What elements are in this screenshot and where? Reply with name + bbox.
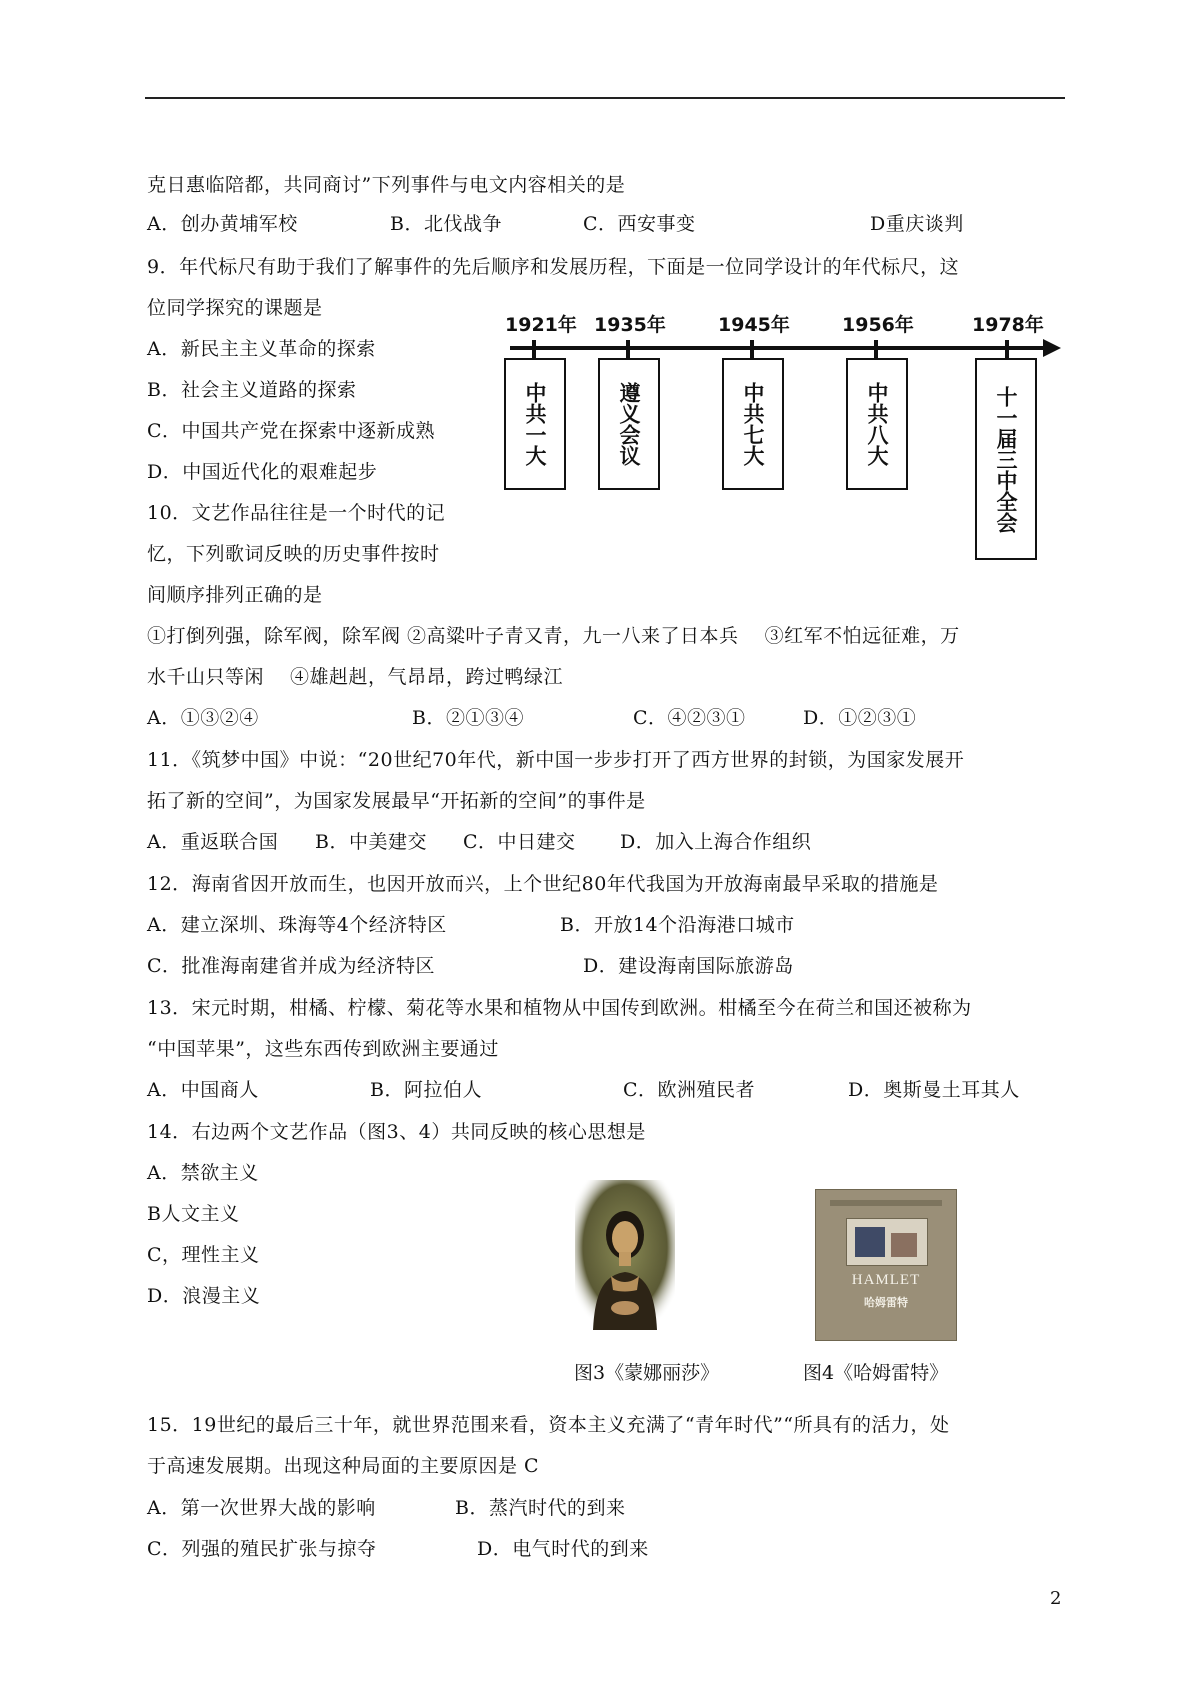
q15-option-a: A．第一次世界大战的影响 (147, 1497, 376, 1519)
timeline-event-box (975, 358, 1037, 560)
timeline-event-box (504, 358, 566, 490)
q14-option-d: D．浪漫主义 (147, 1285, 261, 1307)
q10-lyrics-line1: ①打倒列强，除军阀，除军阀 ②高粱叶子青又青，九一八来了日本兵 ③红军不怕远征难，万 (147, 625, 960, 647)
q11-option-a: A．重返联合国 (147, 831, 279, 853)
timeline-event-label: 十一届三中全会 (994, 385, 1018, 533)
timeline-figure (500, 310, 1060, 560)
q13-option-a: A．中国商人 (147, 1079, 259, 1101)
q8-option-d: D重庆谈判 (870, 213, 964, 235)
q9-stem-line1: 9．年代标尺有助于我们了解事件的先后顺序和发展历程，下面是一位同学设计的年代标尺，这 (147, 256, 960, 278)
timeline-event-box (598, 358, 660, 490)
q10-option-d: D．①②③① (803, 707, 917, 729)
timeline-event-label: 遵义会议 (617, 382, 641, 466)
q13-stem-line1: 13．宋元时期，柑橘、柠檬、菊花等水果和植物从中国传到欧洲。柑橘至今在荷兰和国还被称为 (147, 997, 972, 1019)
q15-option-c: C．列强的殖民扩张与掠夺 (147, 1538, 377, 1560)
q8-option-c: C．西安事变 (583, 213, 696, 235)
timeline-year-1921: 1921年 (505, 314, 577, 336)
q14-option-c: C，理性主义 (147, 1244, 260, 1266)
q10-stem-line3: 间顺序排列正确的是 (147, 584, 323, 606)
q9-option-d: D．中国近代化的艰难起步 (147, 461, 378, 483)
q12-option-a: A．建立深圳、珠海等4个经济特区 (147, 914, 447, 936)
figure-4-caption: 图4《哈姆雷特》 (803, 1362, 949, 1384)
q15-option-b: B．蒸汽时代的到来 (455, 1497, 626, 1519)
timeline-event-box (846, 358, 908, 490)
book-decoration (830, 1200, 942, 1206)
q12-stem-line1: 12．海南省因开放而生，也因开放而兴，上个世纪80年代我国为开放海南最早采取的措施是 (147, 873, 939, 895)
q14-option-b: B人文主义 (147, 1203, 240, 1225)
q11-option-d: D．加入上海合作组织 (620, 831, 812, 853)
q13-stem-line2: “中国苹果”，这些东西传到欧洲主要通过 (147, 1038, 499, 1060)
q13-option-c: C．欧洲殖民者 (623, 1079, 756, 1101)
q9-option-a: A．新民主主义革命的探索 (147, 338, 376, 360)
q10-stem-line2: 忆，下列歌词反映的历史事件按时 (147, 543, 440, 565)
timeline-event-label: 中共一大 (523, 382, 547, 466)
q10-option-a: A．①③②④ (147, 707, 259, 729)
q8-option-b: B．北伐战争 (390, 213, 502, 235)
q13-option-b: B．阿拉伯人 (370, 1079, 482, 1101)
header-rule (145, 97, 1065, 99)
q14-option-a: A．禁欲主义 (147, 1162, 259, 1184)
q11-option-b: B．中美建交 (315, 831, 427, 853)
q13-option-d: D．奥斯曼土耳其人 (848, 1079, 1020, 1101)
timeline-arrow-icon (1043, 339, 1061, 357)
q8-stem-line: 克日惠临陪都，共同商讨”下列事件与电文内容相关的是 (147, 174, 626, 196)
hamlet-book-image (815, 1189, 957, 1341)
q15-option-d: D．电气时代的到来 (477, 1538, 649, 1560)
q9-stem-line2: 位同学探究的课题是 (147, 297, 323, 319)
timeline-year-1935: 1935年 (594, 314, 666, 336)
book-title: HAMLET (851, 1272, 921, 1288)
q10-option-c: C．④②③① (633, 707, 746, 729)
timeline-year-1956: 1956年 (842, 314, 914, 336)
q12-option-c: C．批准海南建省并成为经济特区 (147, 955, 436, 977)
timeline-event-box (722, 358, 784, 490)
timeline-axis (510, 346, 1045, 350)
q10-option-b: B．②①③④ (412, 707, 524, 729)
timeline-event-label: 中共八大 (865, 382, 889, 466)
book-cover-illustration (846, 1218, 928, 1266)
q15-stem-line2: 于高速发展期。出现这种局面的主要原因是 C (147, 1455, 540, 1477)
q12-option-b: B．开放14个沿海港口城市 (560, 914, 795, 936)
page-number: 2 (1050, 1588, 1062, 1609)
q11-stem-line2: 拓了新的空间”，为国家发展最早“开拓新的空间”的事件是 (147, 790, 646, 812)
q11-option-c: C．中日建交 (463, 831, 576, 853)
q15-stem-line1: 15．19世纪的最后三十年，就世界范围来看，资本主义充满了“青年时代”“所具有的活力，处 (147, 1414, 950, 1436)
mona-lisa-image (575, 1180, 675, 1330)
q10-lyrics-line2: 水千山只等闲 ④雄赳赳，气昂昂，跨过鸭绿江 (147, 666, 564, 688)
q14-stem-line1: 14．右边两个文艺作品（图3、4）共同反映的核心思想是 (147, 1121, 646, 1143)
q12-option-d: D．建设海南国际旅游岛 (583, 955, 794, 977)
figure-3-caption: 图3《蒙娜丽莎》 (574, 1362, 720, 1384)
q9-option-b: B．社会主义道路的探索 (147, 379, 357, 401)
q8-option-a: A．创办黄埔军校 (147, 213, 298, 235)
book-title-cn: 哈姆雷特 (864, 1296, 908, 1309)
q10-stem-line1: 10．文艺作品往往是一个时代的记 (147, 502, 446, 524)
timeline-year-1945: 1945年 (718, 314, 790, 336)
timeline-year-1978: 1978年 (972, 314, 1044, 336)
q9-option-c: C．中国共产党在探索中逐新成熟 (147, 420, 436, 442)
q11-stem-line1: 11．《筑梦中国》中说：“20世纪70年代，新中国一步步打开了西方世界的封锁，为国家发展开 (147, 749, 965, 771)
timeline-event-label: 中共七大 (741, 382, 765, 466)
